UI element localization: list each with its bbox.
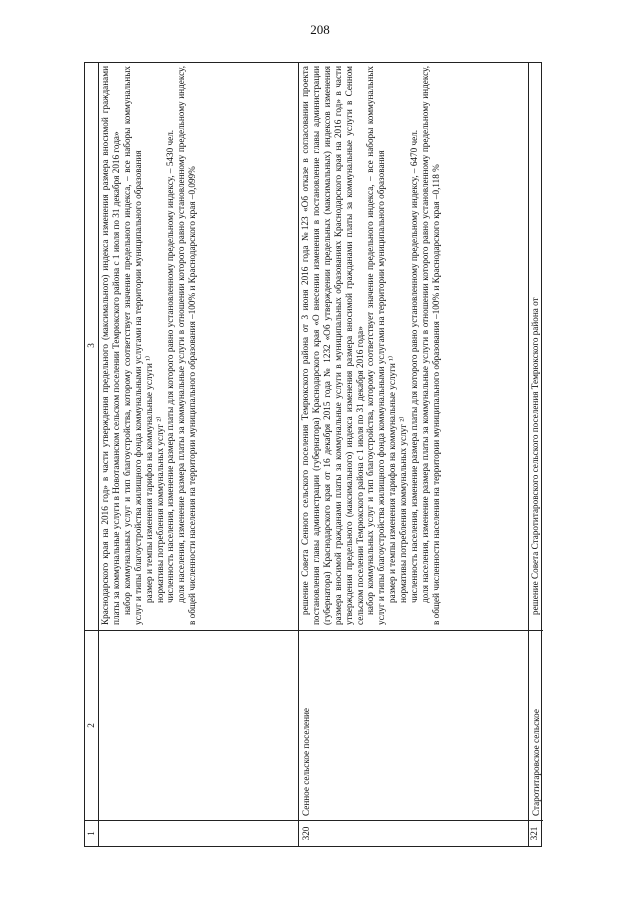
paragraph: размер и темпы изменения тарифов на коммунальные услуги ¹⁾ bbox=[143, 355, 154, 603]
rotated-table-frame bbox=[84, 62, 542, 847]
table-row-321 bbox=[529, 63, 543, 846]
table-row-continuation bbox=[99, 63, 299, 846]
table-header-row bbox=[85, 63, 99, 846]
row-number: 320 bbox=[299, 820, 528, 846]
row-name bbox=[99, 630, 298, 820]
paragraph: численность населения, изменение размера платы для которого равно установленному предельному индексу, – 6470 чел. bbox=[409, 129, 420, 603]
header-col-1: 1 bbox=[85, 820, 98, 846]
paragraph: набор коммунальных услуг и тип благоустройства, которому соответствует значение предельного индекса, – все наборы коммунальных услуг и типы благоустройства жилищного фонда коммунальными услугами на территории муниципального образования bbox=[121, 66, 143, 625]
paragraph: решение Совета Старотитаровского сельского поселения Темрюкского района от bbox=[530, 297, 540, 615]
row-description bbox=[529, 61, 543, 630]
row-description bbox=[99, 61, 298, 630]
row-name: Старотитаровское сельское bbox=[529, 630, 543, 820]
row-description bbox=[299, 61, 528, 630]
row-number: 321 bbox=[529, 820, 543, 846]
table-row-320 bbox=[299, 63, 529, 846]
paragraph: доля населения, изменение размера платы за коммунальные услуги в отношении которого равно установленному предельному индексу, в общей численности населения на территории муниципального образования –100% и Краснодарского края –0,099% bbox=[176, 66, 198, 625]
paragraph: размер и темпы изменения тарифов на коммунальные услуги ¹⁾ bbox=[387, 355, 398, 603]
row-name: Сенное сельское поселение bbox=[299, 630, 528, 820]
paragraph: Краснодарского края на 2016 год» в части утверждения предельного (максимального) индекса изменения размера вносимой гражданами платы за коммунальные услуги в Новотаманском сельском поселении Темрюкского района с 1 июля по 31 декабря 2016 года» bbox=[100, 66, 121, 625]
paragraph: численность населения, изменение размера платы для которого равно установленному предельному индексу, – 5430 чел. bbox=[165, 129, 176, 603]
paragraph: решение Совета Сенного сельского поселения Темрюкского района от 3 июня 2016 года №123 «Об отказе в согласовании проекта постановления главы администрации (губернатора) Краснодарского края «О внесении изменения в постановление главы администрации (губернатора) Краснодарского края от 16 декабря 2015 года № 1232 «Об утверждении предельных (максимальных) индексов изменения размера вносимой гражданами платы за коммунальные услуги в муниципальных образованиях Краснодарского края на 2016 год» в части утверждения предельного (максимального) индекса изменения размера вносимой гражданами платы за коммунальные услуги в Сенном сельском поселении Темрюкского района с 1 июля по 31 декабря 2016 года» bbox=[300, 66, 365, 625]
header-col-2: 2 bbox=[85, 630, 98, 820]
row-number bbox=[99, 820, 298, 846]
page-number: 208 bbox=[310, 22, 330, 37]
paragraph: набор коммунальных услуг и тип благоустройства, которому соответствует значение предельного индекса, – все наборы коммунальных услуг и типы благоустройства жилищного фонда коммунальными услугами на территории муниципального образования bbox=[365, 66, 387, 625]
paragraph: доля населения, изменение размера платы за коммунальные услуги в отношении которого равно установленному предельному индексу, в общей численности населения на территории муниципального образования –100% и Краснодарского края –0,118 % bbox=[419, 66, 441, 625]
paragraph: нормативы потребления коммунальных услуг ²⁾ bbox=[398, 416, 409, 603]
data-table bbox=[84, 62, 542, 847]
paragraph: нормативы потребления коммунальных услуг ²⁾ bbox=[154, 416, 165, 603]
header-col-3: 3 bbox=[86, 343, 96, 348]
